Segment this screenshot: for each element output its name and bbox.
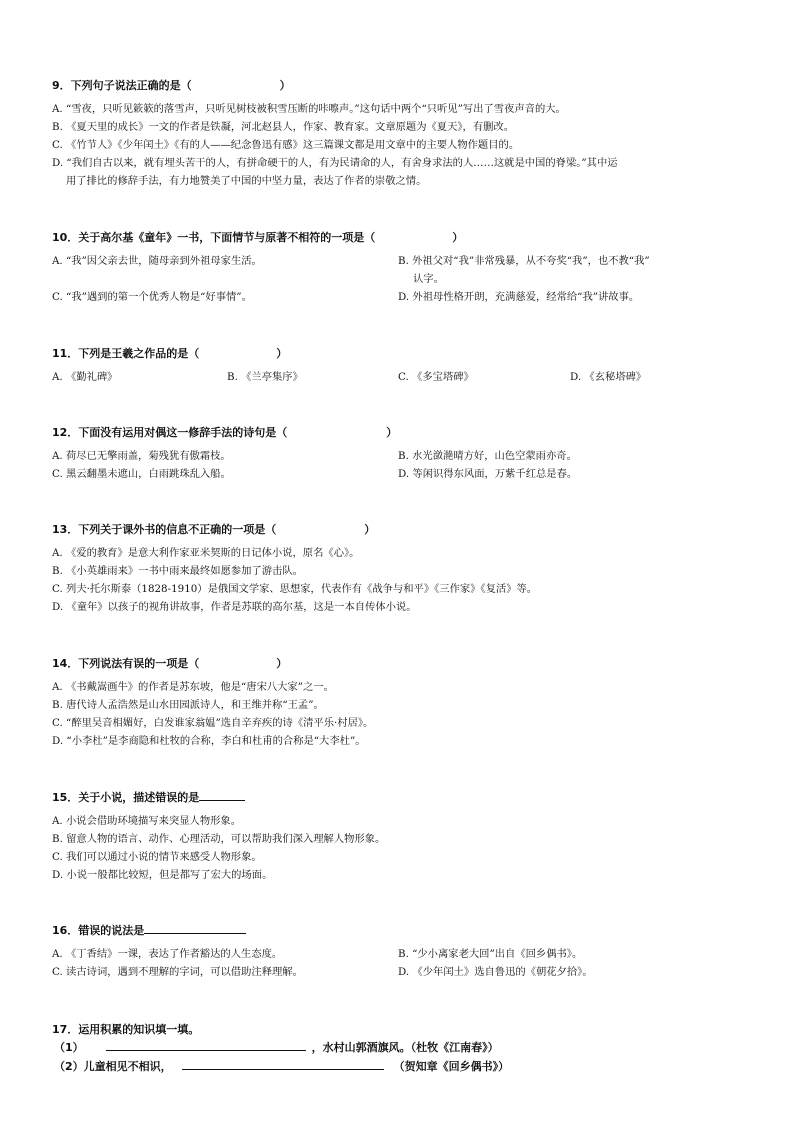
question-15-title-text: 15．关于小说，描述错误的是 — [52, 791, 200, 804]
question-10-option-b: B. 外祖父对“我”非常残暴，从不夸奖“我”，也不教“我” — [398, 255, 650, 267]
question-10-option-c: C. “我”遇到的第一个优秀人物是“好事情”。 — [52, 291, 252, 303]
question-14-option-d: D. “小李杜”是李商隐和杜牧的合称，李白和杜甫的合称是“大李杜”。 — [52, 735, 366, 747]
question-10-option-a: A. “我”因父亲去世，随母亲到外祖母家生活。 — [52, 255, 262, 267]
question-16-option-d: D. 《少年闰土》选自鲁迅的《朝花夕拾》。 — [398, 966, 593, 978]
question-17-title: 17．运用积累的知识填一填。 — [52, 1023, 200, 1036]
question-16-option-a: A. 《丁香结》一课，表达了作者豁达的人生态度。 — [52, 948, 283, 960]
line-1-suffix: ，水村山郭酒旗风。（杜牧《江南春》） — [311, 1041, 499, 1054]
question-11-option-c: C. 《多宝塔碑》 — [398, 371, 474, 383]
question-15-option-b: B. 留意人物的语言、动作、心理活动，可以帮助我们深入理解人物形象。 — [52, 833, 386, 845]
question-13-option-d: D. 《童年》以孩子的视角讲故事，作者是苏联的高尔基，这是一本自传体小说。 — [52, 601, 417, 613]
line-2-prefix: （2）儿童相见不相识， — [54, 1060, 172, 1073]
line-2-suffix: （贺知章《回乡偶书》） — [393, 1060, 510, 1073]
question-9-option-c: C. 《竹节人》《少年闰土》《有的人——纪念鲁迅有感》这三篇课文都是用文章中的主要人物作题目的。 — [52, 139, 520, 151]
question-14-option-b: B. 唐代诗人孟浩然是山水田园派诗人，和王维并称“王孟”。 — [52, 699, 324, 711]
answer-blank[interactable] — [144, 922, 246, 934]
question-9-option-a: A. “雪夜，只听见簌簌的落雪声，只听见树枝被积雪压断的咔嚓声。”这句话中两个“只听见”写出了雪夜声音的大。 — [52, 103, 566, 115]
fill-blank-2[interactable] — [182, 1058, 384, 1070]
question-11-option-d: D. 《玄秘塔碑》 — [570, 371, 647, 383]
question-12-option-d: D. 等闲识得东风面，万紫千红总是春。 — [398, 468, 578, 480]
question-12-option-b: B. 水光潋滟晴方好，山色空蒙雨亦奇。 — [398, 450, 577, 462]
question-16-option-c: C. 读古诗词，遇到不理解的字词，可以借助注释理解。 — [52, 966, 303, 978]
question-12-title: 12．下面没有运用对偶这一修辞手法的诗句是（ ） — [52, 426, 398, 439]
question-17-line-2 — [54, 1058, 509, 1074]
line-1-prefix: （1） — [54, 1041, 84, 1054]
question-15-title — [52, 789, 245, 805]
question-14-option-a: A. 《书戴嵩画牛》的作者是苏东坡，他是“唐宋八大家”之一。 — [52, 681, 334, 693]
question-9-title: 9．下列句子说法正确的是（ ） — [52, 79, 291, 92]
question-9-option-d-cont: 用了排比的修辞手法，有力地赞美了中国的中坚力量，表达了作者的崇敬之情。 — [66, 175, 427, 187]
question-14-option-c: C. “醉里吴音相媚好，白发谁家翁媪”选自辛弃疾的诗《清平乐·村居》。 — [52, 717, 374, 729]
question-10-option-d: D. 外祖母性格开朗，充满慈爱，经常给“我”讲故事。 — [398, 291, 640, 303]
question-11-option-b: B. 《兰亭集序》 — [227, 371, 303, 383]
question-9-option-d: D. “我们自古以来，就有埋头苦干的人，有拼命硬干的人，有为民请命的人，有舍身求法的人……这就是中国的脊梁。”其中运 — [52, 157, 618, 169]
question-10-title: 10．关于高尔基《童年》一书，下面情节与原著不相符的一项是（ ） — [52, 231, 464, 244]
answer-blank[interactable] — [199, 789, 245, 801]
question-15-option-a: A. 小说会借助环境描写来突显人物形象。 — [52, 815, 242, 827]
question-16-title — [52, 922, 246, 938]
question-13-option-b: B. 《小英雄雨来》一书中雨来最终如愿参加了游击队。 — [52, 565, 303, 577]
question-10-option-b-cont: 认字。 — [413, 273, 444, 285]
question-13-option-c: C. 列夫·托尔斯泰（1828-1910）是俄国文学家、思想家，代表作有《战争与和平》《三作家》《复活》等。 — [52, 583, 538, 595]
question-15-option-d: D. 小说一般都比较短，但是都写了宏大的场面。 — [52, 869, 273, 881]
question-12-option-a: A. 荷尽已无擎雨盖，菊残犹有傲霜枝。 — [52, 450, 231, 462]
question-9-option-b: B. 《夏天里的成长》一文的作者是铁凝，河北赵县人，作家、教育家。文章原题为《夏天》，有删改。 — [52, 121, 515, 133]
question-11-option-a: A. 《勤礼碑》 — [52, 371, 118, 383]
question-12-option-c: C. 黑云翻墨未遮山，白雨跳珠乱入船。 — [52, 468, 231, 480]
fill-blank-1[interactable] — [106, 1039, 306, 1051]
question-14-title: 14．下列说法有误的一项是（ ） — [52, 657, 288, 670]
question-11-title: 11．下列是王羲之作品的是（ ） — [52, 347, 288, 360]
question-13-title: 13．下列关于课外书的信息不正确的一项是（ ） — [52, 523, 376, 536]
question-15-option-c: C. 我们可以通过小说的情节来感受人物形象。 — [52, 851, 262, 863]
question-13-option-a: A. 《爱的教育》是意大利作家亚米契斯的日记体小说，原名《心》。 — [52, 547, 360, 559]
question-16-option-b: B. “少小离家老大回”出自《回乡偶书》。 — [398, 948, 583, 960]
question-16-title-text: 16．错误的说法是 — [52, 924, 145, 937]
question-17-line-1 — [54, 1039, 499, 1055]
